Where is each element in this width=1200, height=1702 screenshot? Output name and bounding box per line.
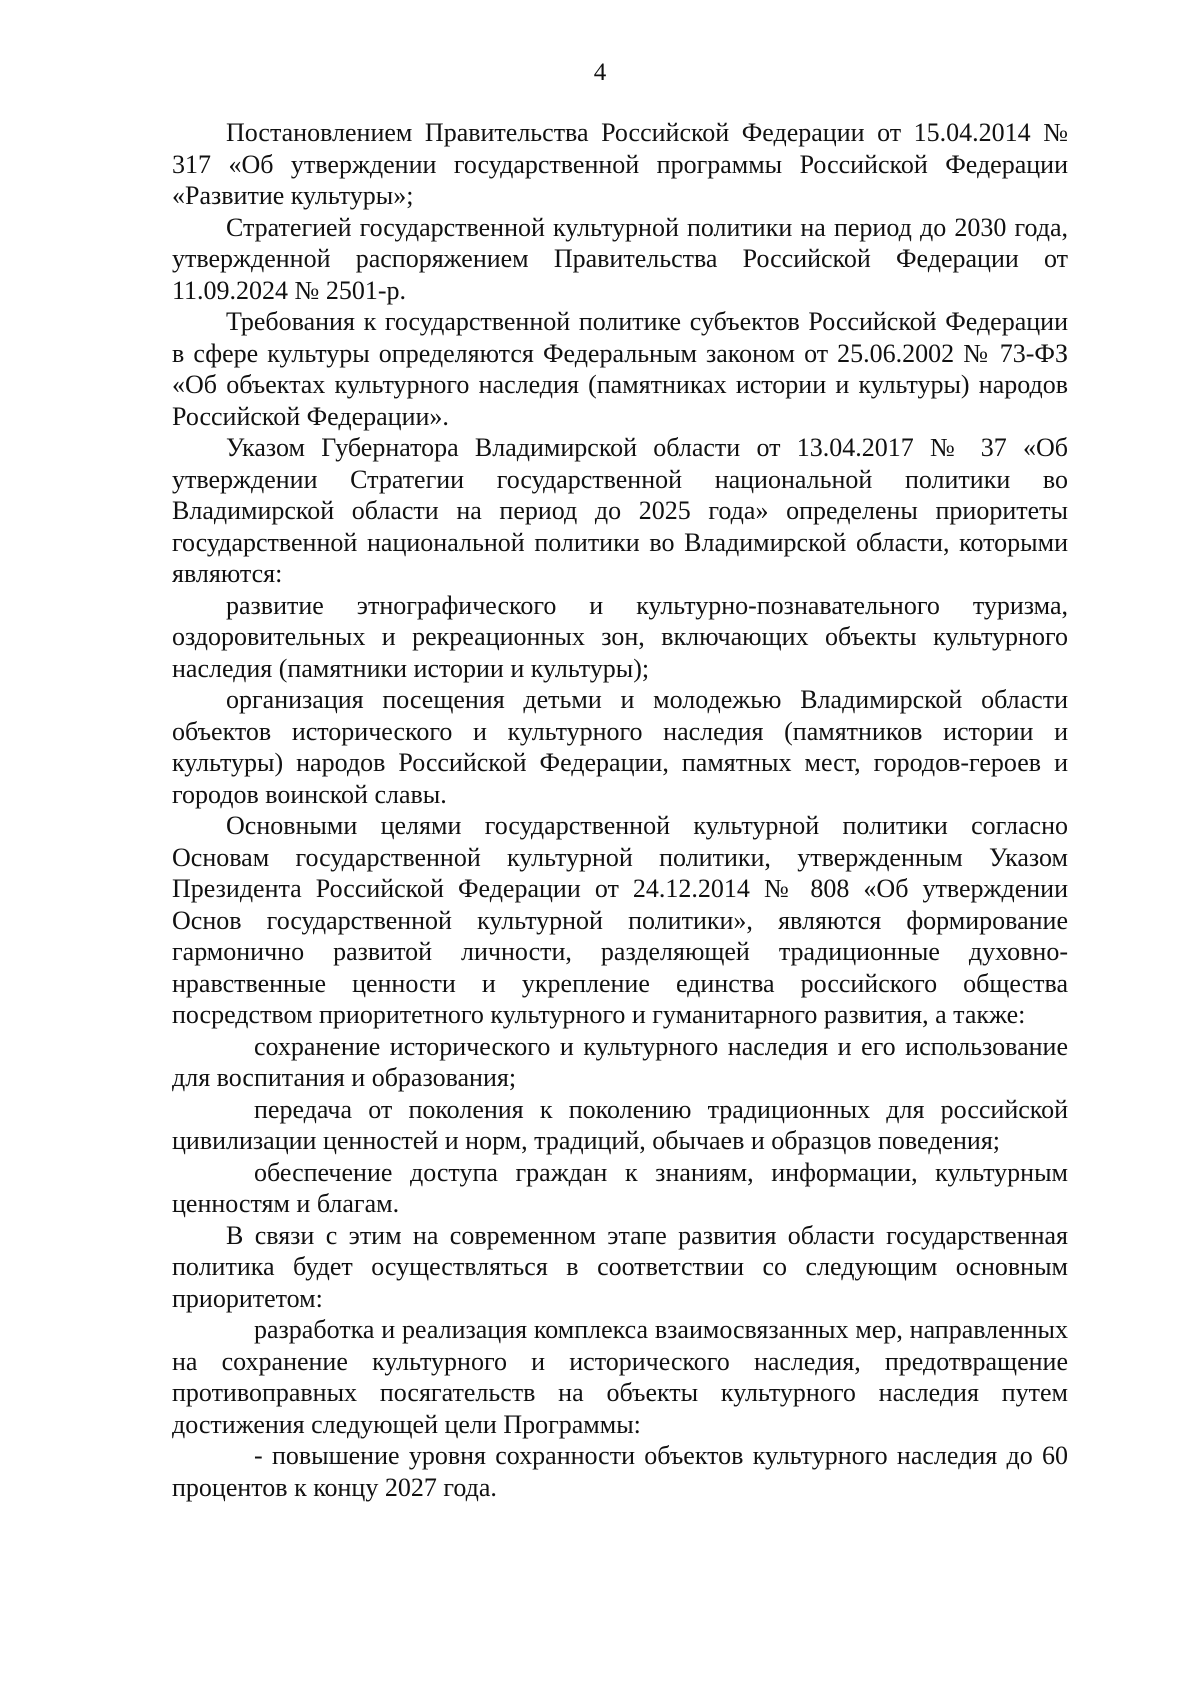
list-item-heritage-visits: организация посещения детьми и молодежью Владимирской области объектов исторического и культурного наследия (памятников истории и культуры) народов Российской Федерации, памятных мест, городов-героев и городов воинской славы. bbox=[172, 685, 1068, 809]
paragraph-regional-priority: В связи с этим на современном этапе развития области государственная политика будет осуществляться в соответствии со следующим основным приоритетом: bbox=[172, 1220, 1068, 1313]
paragraph-cultural-strategy: Стратегией государственной культурной политики на период до 2030 года, утвержденной распоряжением Правительства Российской Федерации от 11.09.2024 № 2501-р. bbox=[172, 212, 1068, 305]
paragraph-cultural-policy-goals: Основными целями государственной культурной политики согласно Основам государственной культурной политики, утвержденным Указом Президента Российской Федерации от 24.12.2014 № 808 «Об утверждении Основ государственной культурной политики», являются формирование гармонично развитой личности, разделяющей традиционные духовно-нравственные ценности и укрепление единства российского общества посредством приоритетного культурного и гуманитарного развития, а также: bbox=[172, 811, 1068, 1029]
list-item-program-goal: - повышение уровня сохранности объектов культурного наследия до 60 процентов к концу 2027 года. bbox=[172, 1441, 1068, 1502]
page-number: 4 bbox=[593, 59, 607, 86]
list-item-heritage-preservation: сохранение исторического и культурного наследия и его использование для воспитания и образования; bbox=[172, 1031, 1068, 1092]
paragraph-federal-law-requirements: Требования к государственной политике субъектов Российской Федерации в сфере культуры определяются Федеральным законом от 25.06.2002 № 73-ФЗ «Об объектах культурного наследия (памятниках истории и культуры) народов Российской Федерации». bbox=[172, 307, 1068, 431]
paragraph-government-decree: Постановлением Правительства Российской Федерации от 15.04.2014 № 317 «Об утверждении государственной программы Российской Федерации «Развитие культуры»; bbox=[172, 118, 1068, 210]
list-item-access-to-culture: обеспечение доступа граждан к знаниям, информации, культурным ценностям и благам. bbox=[172, 1157, 1068, 1218]
list-item-tourism-development: развитие этнографического и культурно-познавательного туризма, оздоровительных и рекреационных зон, включающих объекты культурного наследия (памятники истории и культуры); bbox=[172, 590, 1068, 683]
document-body bbox=[172, 117, 1068, 1503]
list-item-measures-complex: разработка и реализация комплекса взаимосвязанных мер, направленных на сохранение культурного и исторического наследия, предотвращение противоправных посягательств на объекты культурного наследия путем достижения следующей цели Программы: bbox=[172, 1315, 1068, 1439]
paragraph-governor-decree: Указом Губернатора Владимирской области от 13.04.2017 № 37 «Об утверждении Стратегии государственной национальной политики во Владимирской области на период до 2025 года» определены приоритеты государственной национальной политики во Владимирской области, которыми являются: bbox=[172, 433, 1068, 588]
list-item-values-transmission: передача от поколения к поколению традиционных для российской цивилизации ценностей и норм, традиций, обычаев и образцов поведения; bbox=[172, 1094, 1068, 1155]
